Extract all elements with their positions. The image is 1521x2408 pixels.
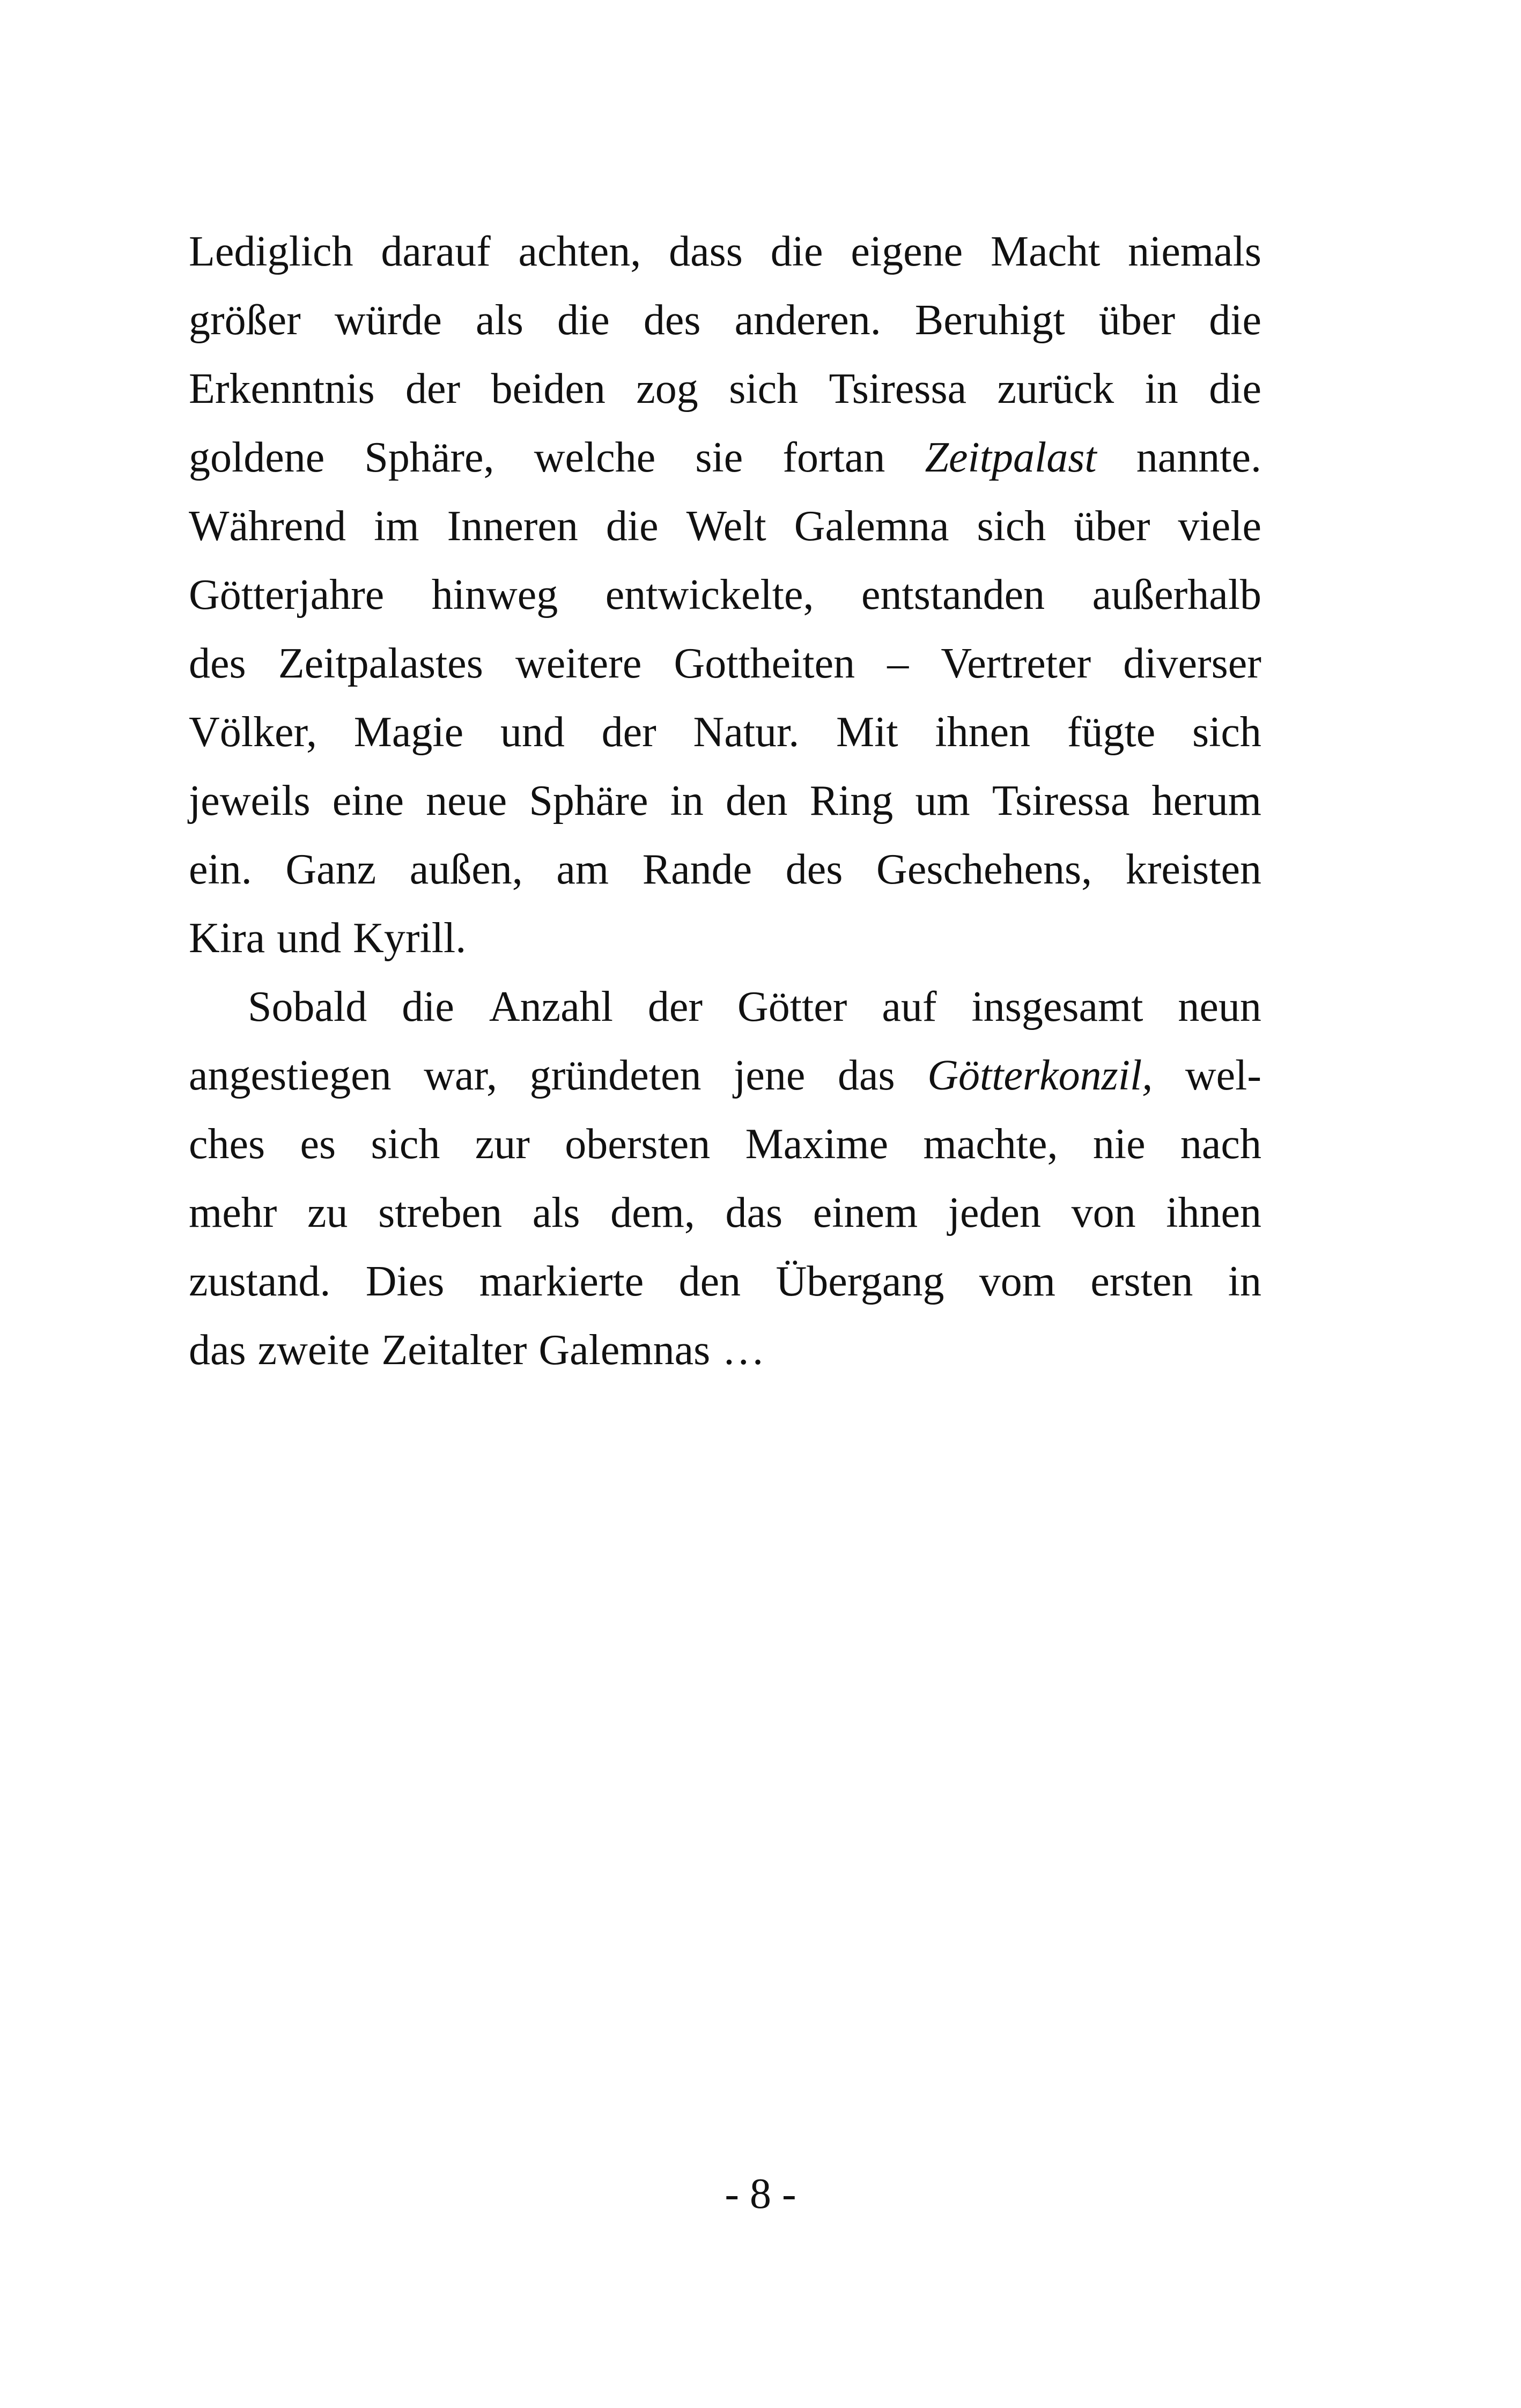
text-line xyxy=(189,629,1261,698)
word: sich xyxy=(729,365,799,413)
word: Zeitalter xyxy=(381,1327,527,1374)
word: vom xyxy=(979,1258,1056,1305)
word: Mit xyxy=(836,709,898,756)
word: auf xyxy=(882,983,937,1030)
word: eine xyxy=(332,777,404,824)
word: des xyxy=(643,297,701,344)
word: anderen. xyxy=(734,297,881,344)
text-line xyxy=(189,904,1261,973)
word: jeden xyxy=(948,1189,1042,1236)
word: Während xyxy=(189,503,346,550)
word: Maxime xyxy=(745,1121,889,1168)
word: darauf xyxy=(381,228,491,275)
word: dem, xyxy=(610,1189,695,1236)
word: Dies xyxy=(365,1258,445,1305)
word: im xyxy=(374,503,419,550)
word: in xyxy=(670,777,704,824)
word: Sobald xyxy=(248,983,367,1030)
word: Macht xyxy=(990,228,1101,275)
text-line xyxy=(189,355,1261,423)
word: streben xyxy=(378,1189,503,1236)
text-line xyxy=(189,423,1261,492)
word: markierte xyxy=(479,1258,644,1305)
word: goldene xyxy=(189,434,325,481)
word: Ganz xyxy=(285,846,376,893)
paragraph xyxy=(189,973,1261,1385)
word: Lediglich xyxy=(189,228,353,275)
word: weitere xyxy=(515,640,642,687)
word: ein. xyxy=(189,846,252,893)
word: hinweg xyxy=(431,571,558,618)
word: zustand. xyxy=(189,1258,331,1305)
word: Gottheiten xyxy=(674,640,855,687)
word: zweite xyxy=(257,1327,370,1374)
word: nach xyxy=(1180,1121,1261,1168)
word: und xyxy=(500,709,565,756)
word: der xyxy=(405,365,461,413)
word: sie xyxy=(695,434,743,481)
word: zog xyxy=(636,365,698,413)
word: Sphäre xyxy=(529,777,648,824)
word: die xyxy=(1209,297,1261,344)
word: Magie xyxy=(353,709,464,756)
word: wel- xyxy=(1185,1052,1261,1099)
word: Galemna xyxy=(794,503,949,550)
word: eigene xyxy=(851,228,963,275)
word: die xyxy=(557,297,610,344)
word: Sphäre, xyxy=(364,434,494,481)
word: viele xyxy=(1178,503,1261,550)
word: den xyxy=(678,1258,741,1305)
text-line xyxy=(189,1041,1261,1110)
word: des xyxy=(189,640,246,687)
text-line xyxy=(189,698,1261,767)
word: der xyxy=(601,709,656,756)
text-line xyxy=(189,973,1261,1041)
word: die xyxy=(770,228,823,275)
word: entstanden xyxy=(861,571,1045,618)
word: Vertreter xyxy=(941,640,1091,687)
word: herum xyxy=(1151,777,1261,824)
word: sich xyxy=(371,1121,440,1168)
text-line xyxy=(189,217,1261,286)
page-number: - 8 - xyxy=(725,2170,796,2218)
word: und xyxy=(277,915,342,962)
word: die xyxy=(1209,365,1261,413)
word: den xyxy=(726,777,788,824)
word: Tsiressa xyxy=(992,777,1130,824)
word: Ring xyxy=(809,777,894,824)
word: sich xyxy=(977,503,1046,550)
word: beiden xyxy=(491,365,606,413)
word: Kyrill. xyxy=(353,915,467,962)
word: Erkenntnis xyxy=(189,365,375,413)
word: Zeitpalastes xyxy=(278,640,483,687)
word: achten, xyxy=(518,228,641,275)
text-line xyxy=(189,1247,1261,1316)
word: in xyxy=(1145,365,1178,413)
word: des xyxy=(785,846,843,893)
word: um xyxy=(915,777,970,824)
word: als xyxy=(475,297,523,344)
word: Völker, xyxy=(189,709,317,756)
word: ihnen xyxy=(935,709,1031,756)
word: neue xyxy=(426,777,507,824)
word: die xyxy=(402,983,454,1030)
word: ches xyxy=(189,1121,265,1168)
word: Rande xyxy=(642,846,752,893)
word: nie xyxy=(1092,1121,1146,1168)
word: ersten xyxy=(1090,1258,1193,1305)
word: als xyxy=(532,1189,580,1236)
word: gründeten xyxy=(529,1052,702,1099)
italic-word: Zeitpalast xyxy=(925,434,1097,481)
word: es xyxy=(300,1121,336,1168)
text-line xyxy=(189,561,1261,629)
word: am xyxy=(556,846,609,893)
word: würde xyxy=(334,297,442,344)
word: das xyxy=(725,1189,783,1236)
word: Tsiressa xyxy=(829,365,967,413)
word: ihnen xyxy=(1166,1189,1261,1236)
word: über xyxy=(1074,503,1150,550)
text-line xyxy=(189,1316,1261,1385)
word: welche xyxy=(534,434,656,481)
word: einem xyxy=(813,1189,918,1236)
word: die xyxy=(606,503,659,550)
word: Übergang xyxy=(776,1258,944,1305)
word: – xyxy=(887,640,909,687)
word: Welt xyxy=(686,503,766,550)
word: Inneren xyxy=(447,503,578,550)
word: Geschehens, xyxy=(876,846,1092,893)
word: zurück xyxy=(997,365,1114,413)
text-line xyxy=(189,286,1261,355)
text-line xyxy=(189,835,1261,904)
word: mehr xyxy=(189,1189,277,1236)
word: Götterjahre xyxy=(189,571,385,618)
word: niemals xyxy=(1128,228,1261,275)
word: von xyxy=(1071,1189,1136,1236)
word: Kira xyxy=(189,915,265,962)
word: jene xyxy=(734,1052,806,1099)
word: machte, xyxy=(923,1121,1058,1168)
word: zur xyxy=(475,1121,530,1168)
word: das xyxy=(189,1327,246,1374)
word: größer xyxy=(189,297,301,344)
text-line xyxy=(189,1179,1261,1247)
word: nannte. xyxy=(1136,434,1261,481)
word: Galemnas xyxy=(538,1327,711,1374)
word: das xyxy=(837,1052,895,1099)
word: in xyxy=(1228,1258,1261,1305)
text-line xyxy=(189,1110,1261,1179)
word: entwickelte, xyxy=(605,571,814,618)
italic-word: Götterkonzil, xyxy=(927,1052,1153,1099)
word: sich xyxy=(1192,709,1261,756)
word: obersten xyxy=(565,1121,711,1168)
text-line xyxy=(189,767,1261,835)
word: diverser xyxy=(1123,640,1261,687)
word: Natur. xyxy=(693,709,800,756)
word: insgesamt xyxy=(971,983,1143,1030)
word: fortan xyxy=(782,434,885,481)
word: … xyxy=(722,1327,765,1374)
word: fügte xyxy=(1067,709,1156,756)
word: außen, xyxy=(409,846,523,893)
text-line xyxy=(189,492,1261,561)
word: zu xyxy=(307,1189,348,1236)
word: kreisten xyxy=(1125,846,1261,893)
word: Anzahl xyxy=(489,983,613,1030)
paragraph xyxy=(189,217,1261,973)
word: war, xyxy=(424,1052,497,1099)
word: außerhalb xyxy=(1092,571,1261,618)
word: dass xyxy=(669,228,743,275)
word: angestiegen xyxy=(189,1052,392,1099)
body-text xyxy=(189,217,1261,1385)
word: Beruhigt xyxy=(914,297,1065,344)
word: Götter xyxy=(737,983,847,1030)
word: über xyxy=(1098,297,1176,344)
word: neun xyxy=(1178,983,1261,1030)
word: jeweils xyxy=(189,777,311,824)
word: der xyxy=(647,983,703,1030)
